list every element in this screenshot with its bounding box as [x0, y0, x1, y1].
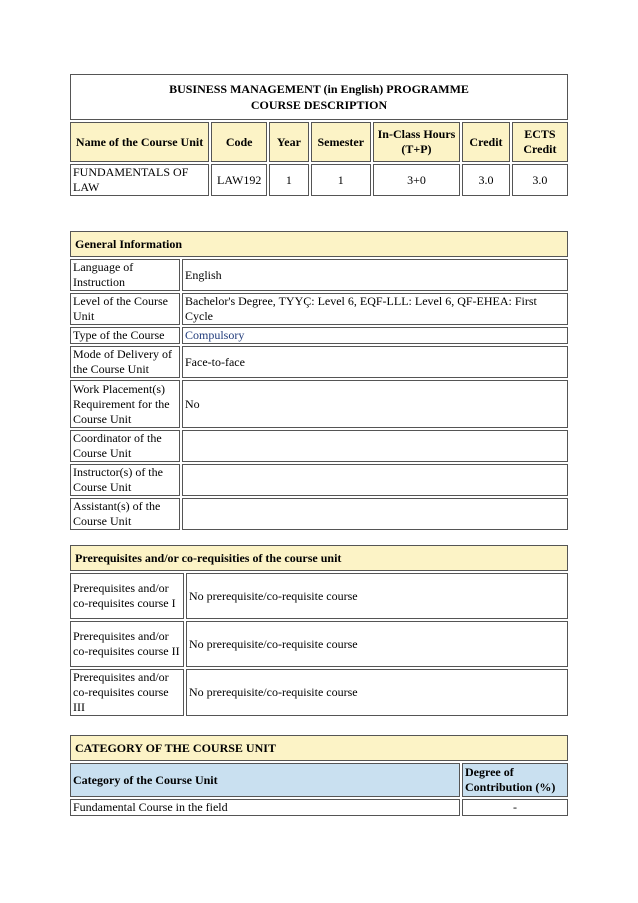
info-label: Assistant(s) of the Course Unit — [70, 498, 180, 530]
prereq-label: Prerequisites and/or co-requisites course III — [70, 669, 184, 716]
course-code-value: LAW192 — [211, 164, 267, 196]
info-value: Face-to-face — [182, 346, 568, 378]
col-credit-header: Credit — [462, 122, 510, 162]
prereq-value: No prerequisite/co-requisite course — [186, 621, 568, 667]
course-ects-value: 3.0 — [512, 164, 568, 196]
general-info-heading: General Information — [70, 231, 568, 257]
prereq-value: No prerequisite/co-requisite course — [186, 669, 568, 716]
info-value: No — [182, 380, 568, 428]
degree-col-header: Degree of Contribution (%) — [462, 763, 568, 797]
info-label: Mode of Delivery of the Course Unit — [70, 346, 180, 378]
info-label: Coordinator of the Course Unit — [70, 430, 180, 462]
prerequisites-table — [68, 543, 570, 718]
prereq-label: Prerequisites and/or co-requisites course II — [70, 621, 184, 667]
info-value — [182, 464, 568, 496]
info-label: Language of Instruction — [70, 259, 180, 291]
info-label: Instructor(s) of the Course Unit — [70, 464, 180, 496]
col-code-header: Code — [211, 122, 267, 162]
info-label: Work Placement(s) Requirement for the Course Unit — [70, 380, 180, 428]
programme-title-line1: BUSINESS MANAGEMENT (in English) PROGRAMME — [169, 82, 469, 96]
category-col-header: Category of the Course Unit — [70, 763, 460, 797]
prereq-value: No prerequisite/co-requisite course — [186, 573, 568, 619]
info-value — [182, 430, 568, 462]
info-value: Compulsory — [182, 327, 568, 344]
col-year-header: Year — [269, 122, 308, 162]
info-label: Type of the Course — [70, 327, 180, 344]
programme-title-line2: COURSE DESCRIPTION — [250, 98, 388, 112]
prerequisites-heading: Prerequisites and/or co-requisities of the course unit — [70, 545, 568, 571]
category-value: Fundamental Course in the field — [70, 799, 460, 816]
col-ects-header: ECTS Credit — [512, 122, 568, 162]
col-name-header: Name of the Course Unit — [70, 122, 209, 162]
course-hours-value: 3+0 — [373, 164, 460, 196]
info-value: English — [182, 259, 568, 291]
programme-title — [70, 74, 568, 120]
course-credit-value: 3.0 — [462, 164, 510, 196]
prereq-label: Prerequisites and/or co-requisites course I — [70, 573, 184, 619]
course-header-table — [68, 72, 570, 198]
category-table — [68, 733, 570, 818]
info-label: Level of the Course Unit — [70, 293, 180, 325]
info-value: Bachelor's Degree, TYYÇ: Level 6, EQF-LLL: Level 6, QF-EHEA: First Cycle — [182, 293, 568, 325]
course-semester-value: 1 — [311, 164, 371, 196]
col-semester-header: Semester — [311, 122, 371, 162]
category-heading: CATEGORY OF THE COURSE UNIT — [70, 735, 568, 761]
degree-value: - — [462, 799, 568, 816]
general-info-table — [68, 229, 570, 532]
col-hours-header: In-Class Hours (T+P) — [373, 122, 460, 162]
course-year-value: 1 — [269, 164, 308, 196]
info-value — [182, 498, 568, 530]
course-name-value: FUNDAMENTALS OF LAW — [70, 164, 209, 196]
